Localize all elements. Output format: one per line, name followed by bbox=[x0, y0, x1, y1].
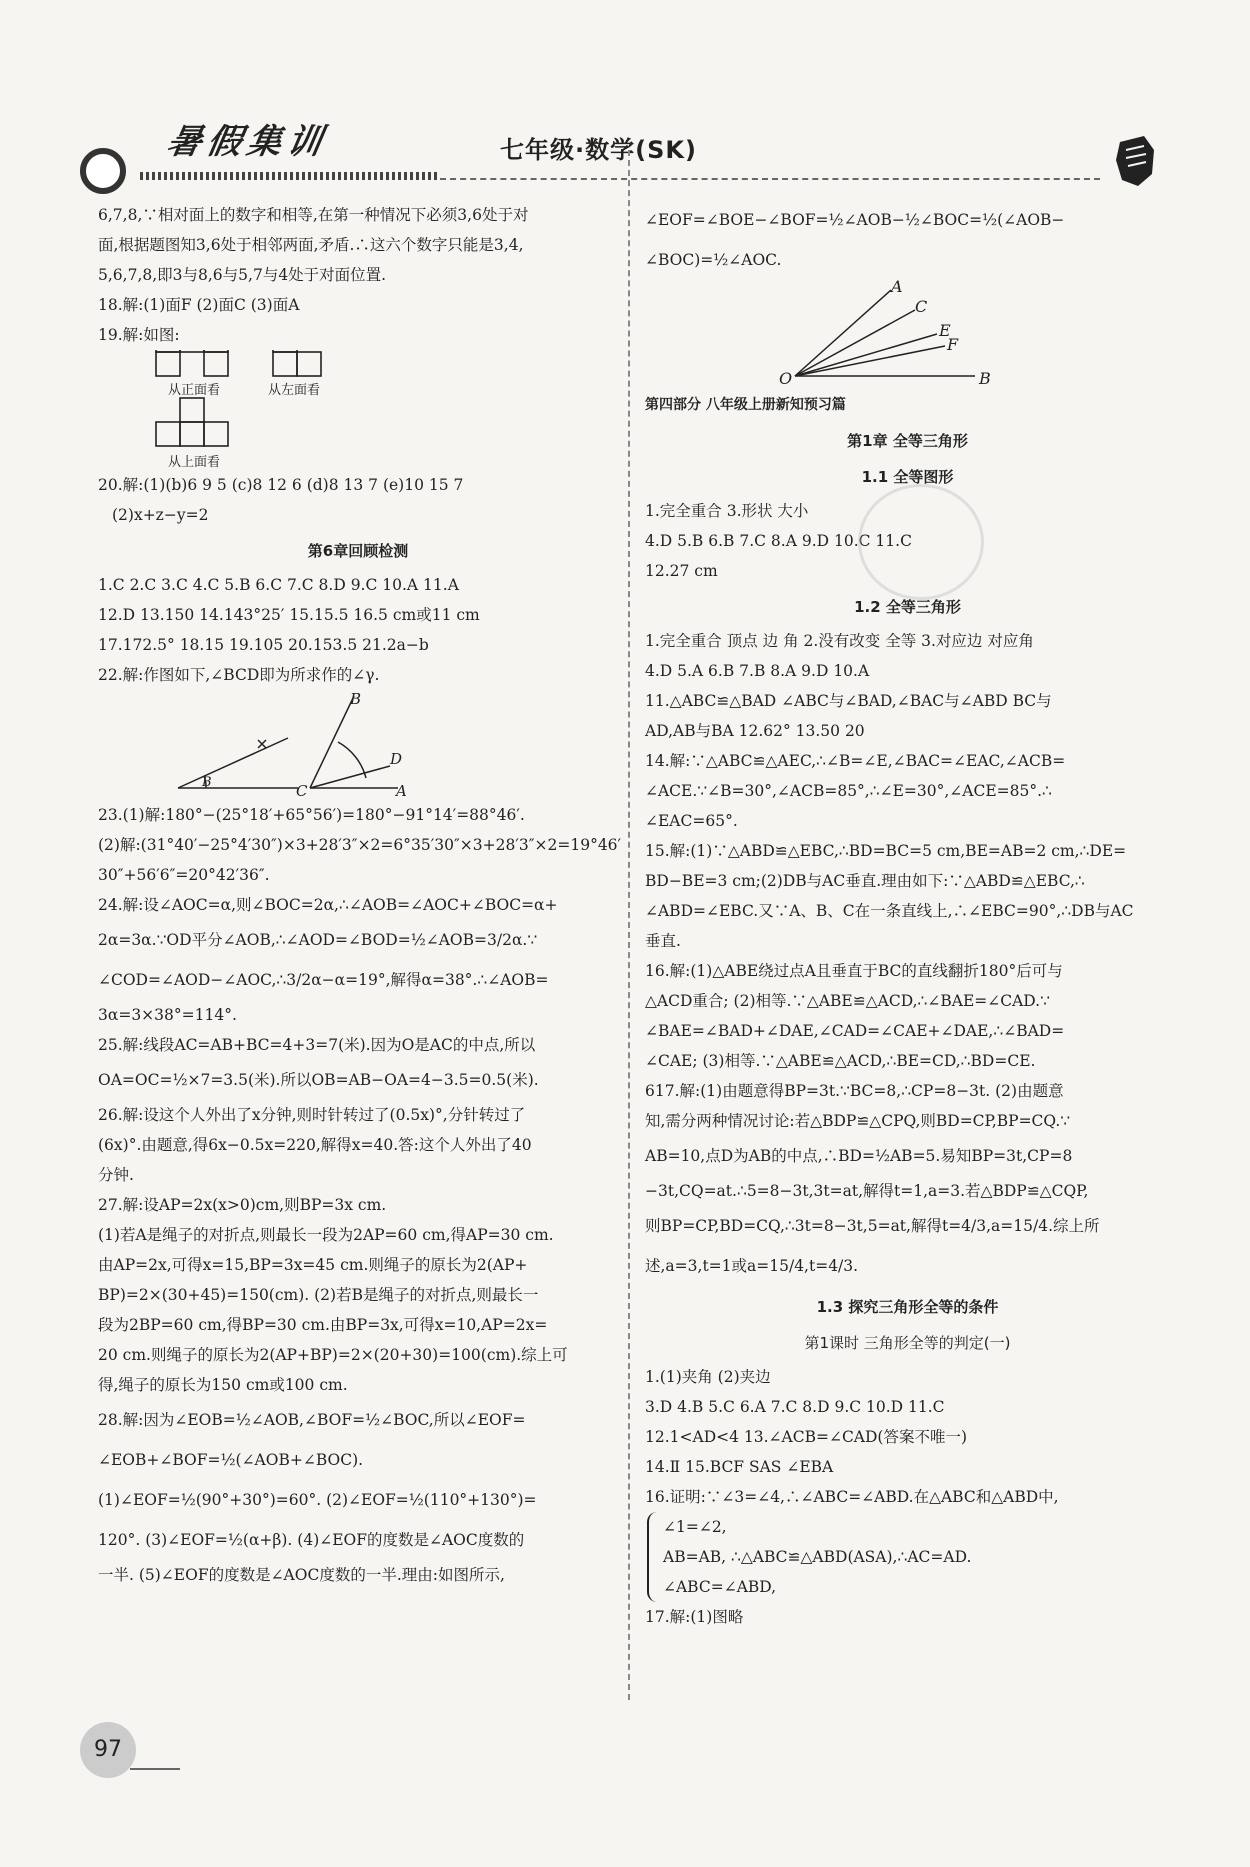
fist-icon bbox=[1110, 130, 1160, 190]
figure-28-angles bbox=[645, 280, 1145, 390]
logo-icon bbox=[80, 148, 126, 194]
book-title: 七年级·数学(SK) bbox=[500, 136, 697, 164]
text-line: 2α=3α.∵OD平分∠AOB,∴∠AOD=∠BOD=½∠AOB=3/2α.∵ bbox=[98, 931, 538, 949]
answer-20: 20.解:(1)(b)6 9 5 (c)8 12 6 (d)8 13 7 (e)10 15 7 bbox=[98, 476, 464, 494]
text-line: (2)x+z−y=2 bbox=[112, 506, 209, 524]
text-line: AB=10,点D为AB的中点,∴BD=½AB=5.易知BP=3t,CP=8 bbox=[645, 1147, 1073, 1165]
text-line: 3α=3×38°=114°. bbox=[98, 1006, 237, 1024]
text-line: 述,a=3,t=1或a=15/4,t=4/3. bbox=[645, 1257, 859, 1275]
section-heading: 1.2 全等三角形 bbox=[854, 598, 961, 616]
figure-19-views bbox=[98, 350, 428, 470]
page-number-line bbox=[130, 1768, 180, 1770]
text-line: 30″+56′6″=20°42′36″. bbox=[98, 866, 270, 884]
right-column bbox=[645, 200, 1170, 1632]
text-line: BP)=2×(30+45)=150(cm). (2)若B是绳子的对折点,则最长一 bbox=[98, 1286, 539, 1304]
answer-23: 23.(1)解:180°−(25°18′+65°56′)=180°−91°14′=88°46′. bbox=[98, 806, 525, 824]
answer-11: 11.△ABC≌△BAD ∠ABC与∠BAD,∠BAC与∠ABD BC与 bbox=[645, 692, 1052, 710]
answer-25: 25.解:线段AC=AB+BC=4+3=7(米).因为O是AC的中点,所以 bbox=[98, 1036, 536, 1054]
text-line: 分钟. bbox=[98, 1166, 134, 1184]
answer-row: 1.完全重合 顶点 边 角 2.没有改变 全等 3.对应边 对应角 bbox=[645, 632, 1034, 650]
answer-16: 16.解:(1)△ABE绕过点A且垂直于BC的直线翻折180°后可与 bbox=[645, 962, 1063, 980]
answer-14: 14.解:∵△ABC≌△AEC,∴∠B=∠E,∠BAC=∠EAC,∠ACB= bbox=[645, 752, 1066, 770]
answer-17-1: 17.解:(1)图略 bbox=[645, 1608, 744, 1626]
text-line: −3t,CQ=at.∴5=8−3t,3t=at,解得t=1,a=3.若△BDP≌△CQP, bbox=[645, 1182, 1089, 1200]
answer-row: 4.D 5.A 6.B 7.B 8.A 9.D 10.A bbox=[645, 662, 870, 680]
figure-22-construction bbox=[98, 690, 428, 800]
proof-16: 16.证明:∵∠3=∠4,∴∠ABC=∠ABD.在△ABC和△ABD中, bbox=[645, 1488, 1059, 1506]
text-line: (1)∠EOF=½(90°+30°)=60°. (2)∠EOF=½(110°+130°)= bbox=[98, 1491, 537, 1509]
view-label-front: 从正面看 bbox=[168, 383, 221, 398]
text-line: 段为2BP=60 cm,得BP=30 cm.由BP=3x,可得x=10,AP=2x= bbox=[98, 1316, 548, 1334]
part-heading: 第四部分 八年级上册新知预习篇 bbox=[645, 397, 846, 413]
answer-26: 26.解:设这个人外出了x分钟,则时针转过了(0.5x)°,分针转过了 bbox=[98, 1106, 526, 1124]
text-line: ∠ABD=∠EBC.又∵A、B、C在一条直线上,∴∠EBC=90°,∴DB与AC bbox=[645, 902, 1134, 920]
answer-row: 1.完全重合 3.形状 大小 bbox=[645, 502, 809, 520]
point-label-b2: B bbox=[350, 690, 362, 708]
answer-row: 14.Ⅱ 15.BCF SAS ∠EBA bbox=[645, 1458, 834, 1476]
proof-brace-block bbox=[647, 1512, 1170, 1602]
answer-28: 28.解:因为∠EOB=½∠AOB,∠BOF=½∠BOC,所以∠EOF= bbox=[98, 1411, 526, 1429]
text-line: AD,AB与BA 12.62° 13.50 20 bbox=[645, 722, 865, 740]
answer-15: 15.解:(1)∵△ABD≌△EBC,∴BD=BC=5 cm,BE=AB=2 cm,∴DE= bbox=[645, 842, 1127, 860]
answer-row: 12.27 cm bbox=[645, 562, 718, 580]
text-line: 知,需分两种情况讨论:若△BDP≌△CPQ,则BD=CP,BP=CQ.∵ bbox=[645, 1112, 1071, 1130]
text-line: 得,绳子的原长为150 cm或100 cm. bbox=[98, 1376, 348, 1394]
ray-label-c: C bbox=[915, 297, 928, 316]
ray-label-e: E bbox=[939, 321, 951, 340]
text-line: (6x)°.由题意,得6x−0.5x=220,解得x=40.答:这个人外出了40 bbox=[98, 1136, 532, 1154]
text-line: ∠BOC)=½∠AOC. bbox=[645, 251, 782, 269]
answer-row: 4.D 5.B 6.B 7.C 8.A 9.D 10.C 11.C bbox=[645, 532, 912, 550]
answer-24: 24.解:设∠AOC=α,则∠BOC=2α,∴∠AOB=∠AOC+∠BOC=α+ bbox=[98, 896, 558, 914]
vertex-label-o: O bbox=[779, 369, 793, 388]
text-line: 20 cm.则绳子的原长为2(AP+BP)=2×(20+30)=100(cm).综上可 bbox=[98, 1346, 568, 1364]
answer-22: 22.解:作图如下,∠BCD即为所求作的∠γ. bbox=[98, 666, 380, 684]
header-divider bbox=[440, 178, 1100, 180]
watermark-stamp bbox=[858, 484, 984, 600]
text-line: ∠CAE; (3)相等.∵△ABE≌△ACD,∴BE=CD,∴BD=CE. bbox=[645, 1052, 1036, 1070]
text-line: (1)若A是绳子的对折点,则最长一段为2AP=60 cm,得AP=30 cm. bbox=[98, 1226, 554, 1244]
brand-underline bbox=[140, 172, 440, 180]
text-line: ∠EOB+∠BOF=½(∠AOB+∠BOC). bbox=[98, 1451, 364, 1469]
text-line: ∠EAC=65°. bbox=[645, 812, 738, 830]
text-line: ∠EOF=∠BOE−∠BOF=½∠AOB−½∠BOC=½(∠AOB− bbox=[645, 211, 1065, 229]
section-heading: 1.1 全等图形 bbox=[861, 468, 954, 486]
ray-label-f: F bbox=[947, 335, 959, 354]
text-line: (2)解:(31°40′−25°4′30″)×3+28′3″×2=6°35′30″×3+28′3″×2=19°46′ bbox=[98, 836, 622, 854]
brand-title: 暑假集训 bbox=[163, 122, 331, 162]
text-line: BD−BE=3 cm;(2)DB与AC垂直.理由如下:∵△ABD≌△EBC,∴ bbox=[645, 872, 1085, 890]
chapter-heading: 第1章 全等三角形 bbox=[847, 432, 968, 450]
text-line: △ACD重合; (2)相等.∵△ABE≌△ACD,∴∠BAE=∠CAD.∵ bbox=[645, 992, 1050, 1010]
answer-19: 19.解:如图: bbox=[98, 326, 180, 344]
view-label-left: 从左面看 bbox=[268, 383, 321, 398]
answer-row: 1.(1)夹角 (2)夹边 bbox=[645, 1368, 771, 1386]
text-line: OA=OC=½×7=3.5(米).所以OB=AB−OA=4−3.5=0.5(米). bbox=[98, 1071, 539, 1089]
point-label-b1: B bbox=[202, 775, 212, 790]
answer-row: 12.D 13.150 14.143°25′ 15.15.5 16.5 cm或11 cm bbox=[98, 606, 480, 624]
text-line: 则BP=CP,BD=CQ,∴3t=8−3t,5=at,解得t=4/3,a=15/4.综上所 bbox=[645, 1217, 1100, 1235]
text-line: 120°. (3)∠EOF=½(α+β). (4)∠EOF的度数是∠AOC度数的 bbox=[98, 1531, 525, 1549]
proof-line: AB=AB, ∴△ABC≌△ABD(ASA),∴AC=AD. bbox=[663, 1548, 972, 1566]
answer-row: 17.172.5° 18.15 19.105 20.153.5 21.2a−b bbox=[98, 636, 429, 654]
answer-row: 1.C 2.C 3.C 4.C 5.B 6.C 7.C 8.D 9.C 10.A 11.A bbox=[98, 576, 459, 594]
point-label-c: C bbox=[296, 782, 308, 800]
text-line: 6,7,8,∵相对面上的数字和相等,在第一种情况下必须3,6处于对 bbox=[98, 206, 529, 224]
text-line: 面,根据题图知3,6处于相邻两面,矛盾.∴这六个数字只能是3,4, bbox=[98, 236, 524, 254]
answer-row: 3.D 4.B 5.C 6.A 7.C 8.D 9.C 10.D 11.C bbox=[645, 1398, 945, 1416]
column-divider bbox=[628, 150, 630, 1700]
ray-label-b: B bbox=[979, 369, 991, 388]
proof-line: ∠ABC=∠ABD, bbox=[663, 1578, 777, 1596]
text-line: ∠COD=∠AOD−∠AOC,∴3/2α−α=19°,解得α=38°.∴∠AOB= bbox=[98, 971, 549, 989]
lesson-heading: 第1课时 三角形全等的判定(一) bbox=[804, 1334, 1011, 1352]
text-line: 一半. (5)∠EOF的度数是∠AOC度数的一半.理由:如图所示, bbox=[98, 1566, 505, 1584]
point-label-a: A bbox=[396, 782, 407, 800]
answer-18: 18.解:(1)面F (2)面C (3)面A bbox=[98, 296, 300, 314]
text-line: 垂直. bbox=[645, 932, 681, 950]
text-line: 5,6,7,8,即3与8,6与5,7与4处于对面位置. bbox=[98, 266, 387, 284]
view-label-top: 从上面看 bbox=[168, 455, 221, 470]
page-header bbox=[80, 108, 1170, 198]
section-heading: 第6章回顾检测 bbox=[307, 542, 409, 560]
text-line: ∠BAE=∠BAD+∠DAE,∠CAD=∠CAE+∠DAE,∴∠BAD= bbox=[645, 1022, 1065, 1040]
text-line: 由AP=2x,可得x=15,BP=3x=45 cm.则绳子的原长为2(AP+ bbox=[98, 1256, 528, 1274]
text-line: ∠ACE.∵∠B=30°,∠ACB=85°,∴∠E=30°,∠ACE=85°.∴ bbox=[645, 782, 1052, 800]
page-number: 97 bbox=[80, 1722, 136, 1778]
answer-17: 617.解:(1)由题意得BP=3t.∵BC=8,∴CP=8−3t. (2)由题意 bbox=[645, 1082, 1064, 1100]
left-column bbox=[98, 200, 622, 1590]
point-label-d: D bbox=[390, 750, 403, 768]
section-heading: 1.3 探究三角形全等的条件 bbox=[816, 1298, 999, 1316]
proof-line: ∠1=∠2, bbox=[663, 1518, 727, 1536]
ray-label-a: A bbox=[891, 280, 903, 296]
answer-row: 12.1<AD<4 13.∠ACB=∠CAD(答案不唯一) bbox=[645, 1428, 968, 1446]
answer-27: 27.解:设AP=2x(x>0)cm,则BP=3x cm. bbox=[98, 1196, 387, 1214]
